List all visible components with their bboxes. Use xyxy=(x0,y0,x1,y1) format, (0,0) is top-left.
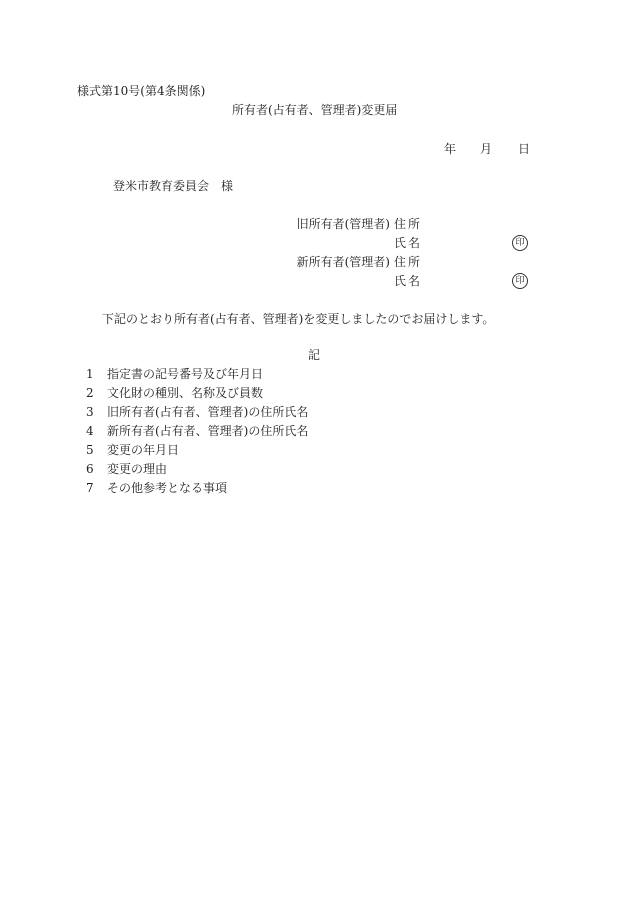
item-number: 2 xyxy=(86,386,94,400)
list-item xyxy=(86,425,308,444)
date-month-label: 月 xyxy=(480,142,493,156)
old-owner-address-row xyxy=(0,218,630,234)
item-list xyxy=(86,368,308,501)
list-item xyxy=(86,387,308,406)
old-owner-seal-mark: 印 xyxy=(512,235,528,251)
new-owner-seal-mark: 印 xyxy=(512,273,528,289)
item-number: 4 xyxy=(86,424,94,438)
new-owner-address-row xyxy=(0,256,630,272)
notice-text: 下記のとおり所有者(占有者、管理者)を変更しましたのでお届けします。 xyxy=(102,312,495,326)
date-year-label: 年 xyxy=(444,142,457,156)
item-text: 変更の理由 xyxy=(107,462,168,476)
addressee xyxy=(113,180,233,192)
document-title: 所有者(占有者、管理者)変更届 xyxy=(232,103,398,117)
item-text: 変更の年月日 xyxy=(107,443,180,457)
item-text: その他参考となる事項 xyxy=(107,481,228,495)
item-number: 7 xyxy=(86,481,94,495)
new-owner-name-label: 氏 名 xyxy=(394,274,421,288)
form-number: 様式第10号(第4条関係) xyxy=(77,84,206,98)
old-owner-role-label: 旧所有者(管理者) xyxy=(296,217,390,231)
list-item xyxy=(86,368,308,387)
new-owner-role-label: 新所有者(管理者) xyxy=(296,255,390,269)
item-number: 1 xyxy=(86,367,94,381)
item-number: 5 xyxy=(86,443,94,457)
item-text: 新所有者(占有者、管理者)の住所氏名 xyxy=(107,424,309,438)
list-item xyxy=(86,463,308,482)
addressee-name: 登米市教育委員会 xyxy=(113,179,210,193)
old-owner-name-label: 氏 名 xyxy=(394,236,421,250)
item-number: 6 xyxy=(86,462,94,476)
list-item xyxy=(86,444,308,463)
addressee-honorific: 様 xyxy=(221,179,234,193)
ki-heading: 記 xyxy=(308,348,321,362)
item-text: 旧所有者(占有者、管理者)の住所氏名 xyxy=(107,405,309,419)
old-owner-name-row xyxy=(0,237,630,253)
list-item xyxy=(86,406,308,425)
date-day-label: 日 xyxy=(518,142,531,156)
item-text: 指定書の記号番号及び年月日 xyxy=(107,367,264,381)
item-number: 3 xyxy=(86,405,94,419)
new-owner-name-row xyxy=(0,275,630,291)
new-owner-address-label: 住 所 xyxy=(394,255,421,269)
old-owner-address-label: 住 所 xyxy=(394,217,421,231)
item-text: 文化財の種別、名称及び員数 xyxy=(107,386,264,400)
list-item xyxy=(86,482,308,501)
date-line xyxy=(444,143,530,155)
